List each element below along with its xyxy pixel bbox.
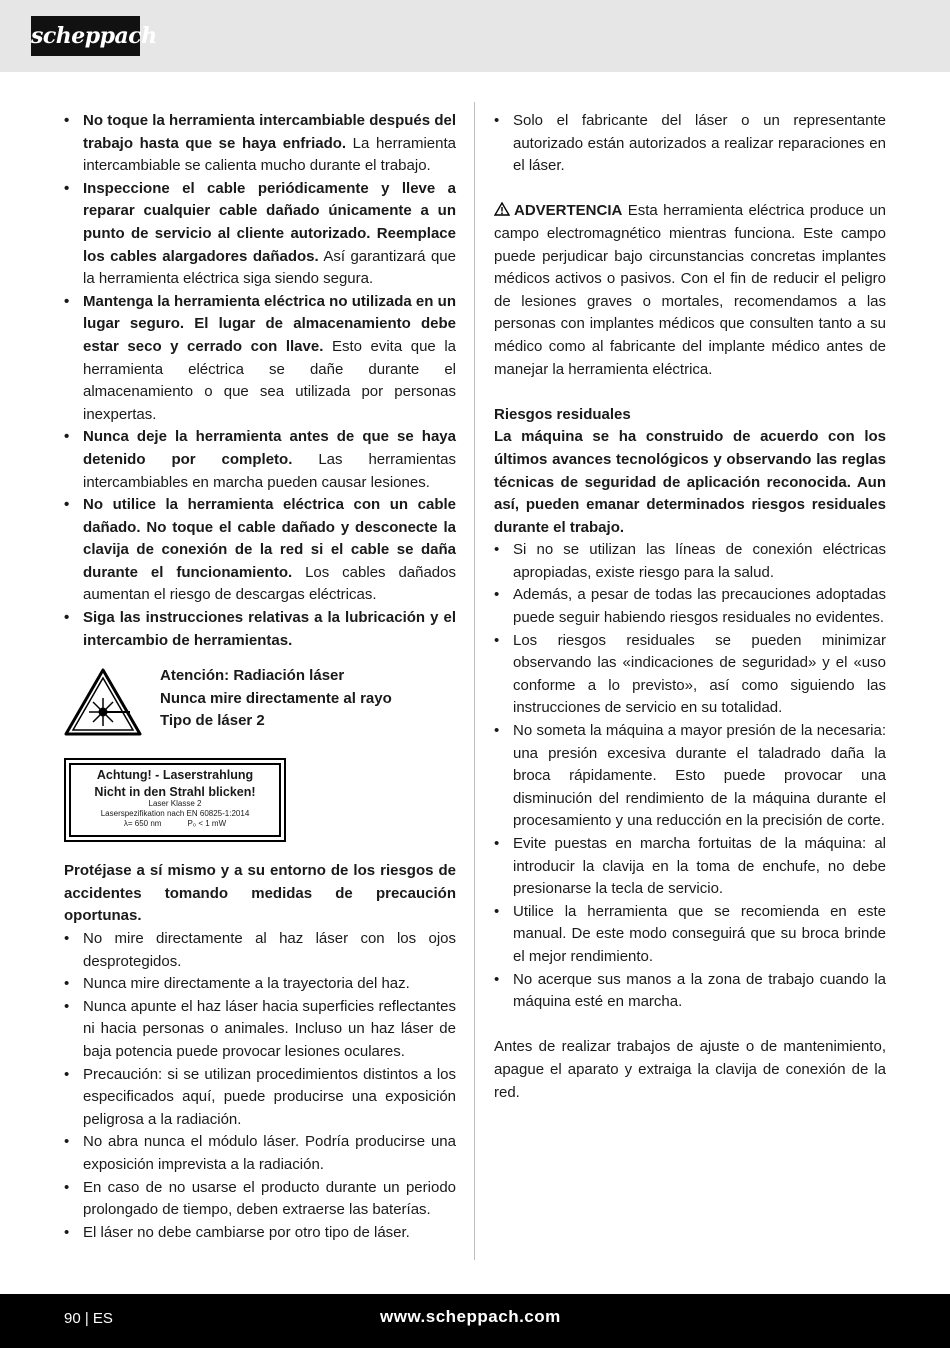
list-item: • Utilice la herramienta que se recomienda en este manual. De este modo conseguirá que su broca brinde el mejor rendimiento.: [494, 902, 886, 965]
list-item: • Si no se utilizan las líneas de conexión eléctricas apropiadas, existe riesgo para la salud.: [494, 541, 886, 581]
website-link[interactable]: www.scheppach.com: [380, 1307, 561, 1326]
list-item: • Inspeccione el cable periódicamente y lleve a reparar cualquier cable dañado únicamente a un punto de servicio al cliente autorizado. Reemplace los cables alargadores dañados. Así garantizará que la herramienta eléctrica siga siendo segura.: [64, 179, 456, 288]
residual-intro: La máquina se ha construido de acuerdo con los últimos avances tecnológicos y observando las reglas técnicas de seguridad de aplicación reconocida. Aun así, pueden emanar determinados riesgos residuales durante el trabajo.: [494, 428, 886, 536]
page-number: 90 | ES: [64, 1310, 113, 1327]
list-item: • Siga las instrucciones relativas a la lubricación y el intercambio de herramientas.: [64, 609, 456, 649]
list-item: • No utilice la herramienta eléctrica con un cable dañado. No toque el cable dañado y desconecte la clavija de conexión de la red si el cable se daña durante el funcionamiento. Los cables dañados aumentan el riesgo de descargas eléctricas.: [64, 496, 456, 604]
residual-title: Riesgos residuales: [494, 405, 631, 423]
laser-label: Achtung! - Laserstrahlung Nicht in den Strahl blicken! Laser Klasse 2 Laserspezifikation nach EN 60825-1:2014 λ= 650 nm P₀ < 1 mW: [64, 758, 286, 842]
laser-hazard-icon: [64, 668, 142, 736]
list-item: • No toque la herramienta intercambiable después del trabajo hasta que se haya enfriado. La herramienta intercambiable se calienta mucho durante el trabajo.: [64, 112, 456, 175]
list-item: • Nunca mire directamente a la trayectoria del haz.: [64, 975, 410, 993]
final-paragraph: Antes de realizar trabajos de ajuste o de mantenimiento, apague el aparato y extraiga la clavija de conexión de la red.: [494, 1038, 886, 1101]
list-item: • No acerque sus manos a la zona de trabajo cuando la máquina esté en marcha.: [494, 970, 886, 1011]
warning-paragraph: ADVERTENCIA Esta herramienta eléctrica produce un campo electromagnético mientras funciona. Este campo puede perjudicar bajo circunstancias concretas implantes médicos activos o pasivos. Con el fin de reducir el peligro de lesiones graves o mortales, recomendamos a las personas con implantes médicos que consulten tanto a su médico como al fabricante del implante médico antes de manejar la herramienta eléctrica.: [494, 202, 886, 378]
page-footer: [0, 1294, 950, 1348]
list-item: • En caso de no usarse el producto durante un periodo prolongado de tiempo, deben extraerse las baterías.: [64, 1178, 456, 1219]
laser-warning-block: [64, 668, 456, 748]
list-item: • Los riesgos residuales se pueden minimizar observando las «indicaciones de seguridad» y el «uso conforme a lo previsto», así como siguiendo las instrucciones de servicio en su totalidad.: [494, 631, 886, 717]
warning-triangle-icon: [494, 202, 510, 216]
list-item: • Nunca apunte el haz láser hacia superficies reflectantes ni hacia personas o animales. Incluso un haz láser de baja potencia puede provocar lesiones oculares.: [64, 997, 456, 1060]
brand-logo: scheppach: [31, 16, 140, 56]
right-column: [494, 110, 886, 1104]
list-item: • Además, a pesar de todas las precauciones adoptadas puede seguir habiendo riesgos residuales no evidentes.: [494, 586, 886, 627]
list-item: • El láser no debe cambiarse por otro tipo de láser.: [64, 1223, 410, 1241]
column-divider: [474, 102, 475, 1260]
list-item: • Evite puestas en marcha fortuitas de la máquina: al introducir la clavija en la toma de enchufe, no debe presionarse la tecla de servicio.: [494, 835, 886, 898]
list-item: • Mantenga la herramienta eléctrica no utilizada en un lugar seguro. El lugar de almacenamiento debe estar seco y cerrado con llave. Esto evita que la herramienta eléctrica se dañe durante el almacenamiento o que sea utilizada por personas inexpertas.: [64, 292, 457, 423]
left-column: [64, 110, 456, 1244]
protect-heading: Protéjase a sí mismo y a su entorno de los riesgos de accidentes tomando medidas de precaución oportunas.: [64, 862, 456, 925]
page-header: [0, 0, 950, 72]
list-item: • No someta la máquina a mayor presión de la necesaria: una presión excesiva durante el taladrado daña la broca rápidamente. Esto puede provocar una disminución del rendimiento de la máquina durante el procesamiento y una reducción en la precisión de corte.: [494, 722, 886, 830]
list-item: • No mire directamente al haz láser con los ojos desprotegidos.: [64, 930, 456, 970]
laser-heading: Atención: Radiación láser Nunca mire directamente al rayo Tipo de láser 2: [160, 667, 392, 730]
list-item: • Precaución: si se utilizan procedimientos distintos a los especificados aquí, puede producirse una exposición peligrosa a la radiación.: [64, 1065, 456, 1128]
list-item: • Solo el fabricante del láser o un representante autorizado están autorizados a realizar reparaciones en el láser.: [494, 112, 886, 175]
list-item: • No abra nunca el módulo láser. Podría producirse una exposición imprevista a la radiación.: [64, 1133, 456, 1173]
list-item: • Nunca deje la herramienta antes de que se haya detenido por completo. Las herramientas intercambiables en marcha pueden causar lesiones.: [64, 428, 456, 491]
